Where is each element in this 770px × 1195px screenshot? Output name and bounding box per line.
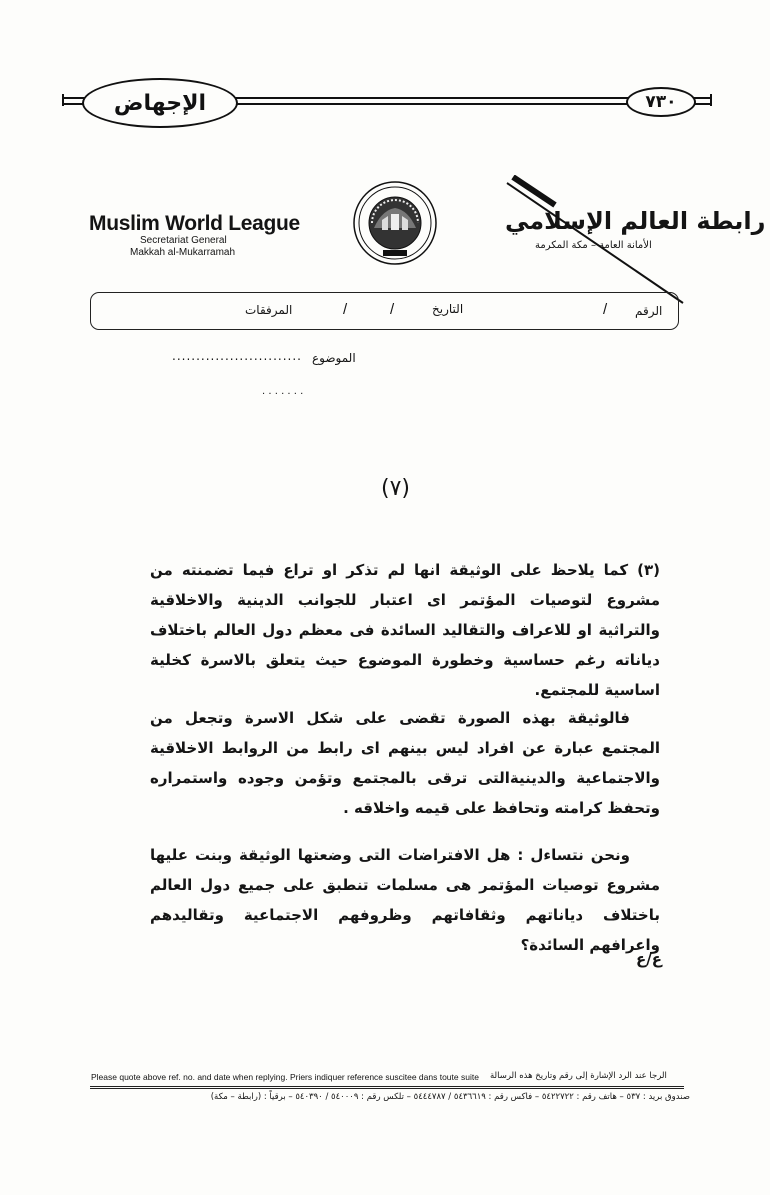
banner-end-left bbox=[62, 94, 64, 106]
reference-attachments-label: المرفقات bbox=[245, 303, 293, 317]
footer-rule-bottom bbox=[90, 1088, 684, 1089]
english-organization-name: Muslim World League bbox=[89, 212, 300, 235]
english-subtitle-1: Secretariat General bbox=[140, 235, 227, 246]
paragraph-3: ونحن نتساءل : هل الافتراضات التى وضعتها الوثيقة وبنت عليها مشروع توصيات المؤتمر هى مسلمات تنطبق على جميع دول العالم باختلاف دياناتهم وثقافاتهم وظروفهم الاجتماعية وتقاليدهم واعرافهم السائدة؟ bbox=[150, 846, 660, 954]
page-number: ٧٣٠ bbox=[626, 87, 696, 117]
slash-separator: / bbox=[603, 301, 608, 318]
diagonal-stroke-mark bbox=[495, 175, 695, 310]
slash-separator: / bbox=[390, 301, 395, 318]
footer-rule-top bbox=[90, 1086, 684, 1087]
emblem-seal-icon bbox=[352, 180, 438, 266]
footer-english-note: Please quote above ref. no. and date when replying. Priers indiquer reference suscitee dans toute suite bbox=[91, 1072, 479, 1082]
paragraph-1: (٣) كما يلاحظ على الوثيقة انها لم تذكر او تراع فيما تضمنته من مشروع لتوصيات المؤتمر اى اعتبار للجوانب الدينية والاخلاقية والتراثية او للاعراف والتقاليد السائدة فى معظم دول العالم باختلاف دياناته رغم حساسية وخطورة الموضوع حيث يتعلق بالاسرة كخلية اساسية للمجتمع. bbox=[150, 561, 660, 699]
subject-label: الموضوع bbox=[312, 351, 356, 365]
footer-arabic-note: الرجا عند الرد الإشارة إلى رقم وتاريخ هذه الرسالة bbox=[490, 1071, 667, 1081]
arabic-subtitle: الأمانة العامة – مكة المكرمة bbox=[535, 240, 652, 251]
reference-date-label: التاريخ bbox=[432, 302, 464, 316]
section-number: (٧) bbox=[381, 476, 411, 501]
slash-separator: / bbox=[343, 301, 348, 318]
second-dotted-line: . . . . . . . bbox=[262, 386, 304, 397]
author-initials: ع/ع bbox=[636, 950, 662, 968]
chapter-title: الإجهاض bbox=[82, 78, 238, 128]
english-subtitle-2: Makkah al-Mukarramah bbox=[130, 247, 236, 258]
banner-end-right bbox=[710, 94, 712, 106]
paragraph-2: فالوثيقة بهذه الصورة تقضى على شكل الاسرة وتجعل من المجتمع عبارة عن افراد ليس بينهم اى رابط من الروابط الاخلاقية والاجتماعية والدينيةالتى ترقى بالمجتمع وتؤمن وجوده واستمراره وتحفظ كرامته وتحافظ على قيمه واخلاقه . bbox=[150, 709, 660, 817]
reference-number-label: الرقم bbox=[635, 304, 663, 318]
footer-contact-line: صندوق بريد : ٥٣٧ – هاتف رقم : ٥٤٢٢٧٢٢ – فاكس رقم : ٥٤٣٦٦١٩ / ٥٤٤٤٧٨٧ – تلكس رقم : ٥٤٠٠٠٩ / ٥٤٠٣٩٠ – برقياً : (رابطة – مكة) bbox=[210, 1092, 690, 1102]
arabic-organization-name: رابطة العالم الإسلامي bbox=[505, 207, 766, 235]
subject-dotted-line: ........................... bbox=[172, 349, 302, 363]
reference-box bbox=[90, 292, 679, 330]
